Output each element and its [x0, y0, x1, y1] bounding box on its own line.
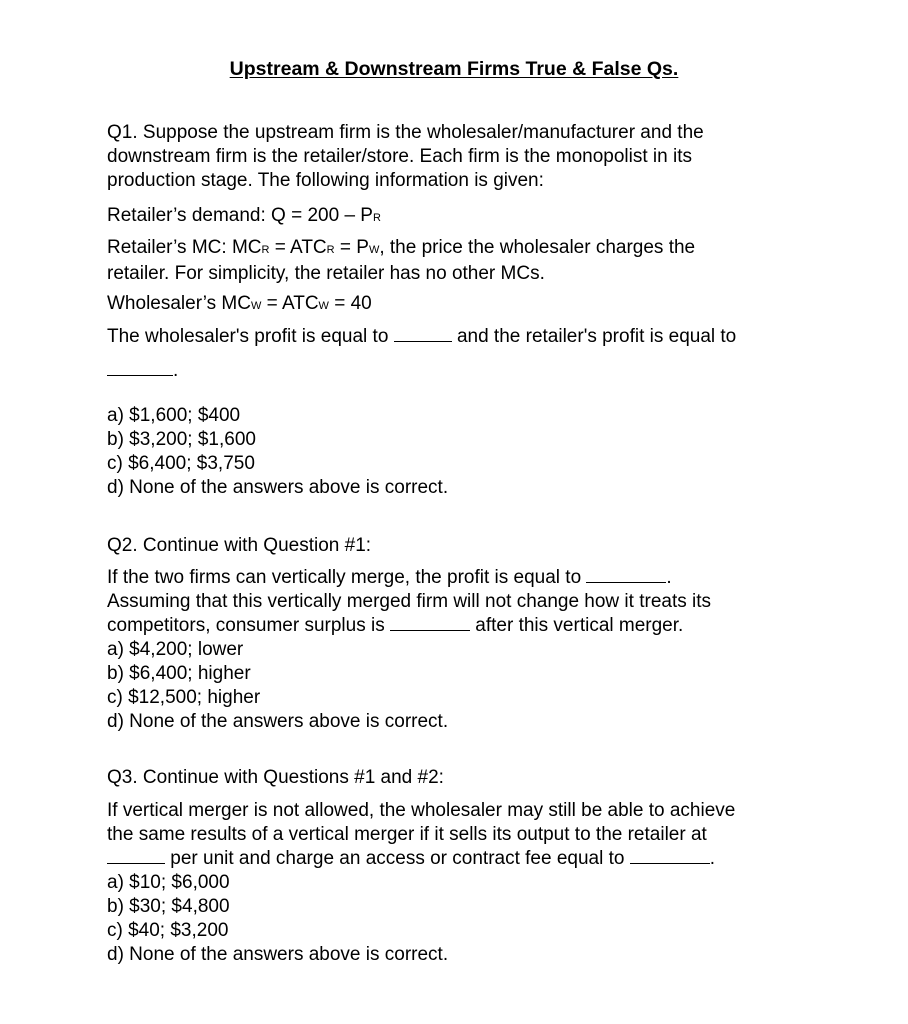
q2-text: after this vertical merger. [470, 615, 684, 636]
q1-demand-text: Retailer’s demand: Q = 200 – P [107, 205, 373, 226]
q2-choice-c: c) $12,500; higher [107, 687, 261, 708]
q3-choice-b: b) $30; $4,800 [107, 896, 230, 917]
q1-wmc-sub: W [318, 300, 329, 312]
q1-mc-sub: R [261, 244, 270, 256]
q1-question-end: . [173, 360, 179, 381]
q1-demand [107, 204, 807, 230]
q1-mc-sub: W [368, 244, 380, 256]
q1-intro-line: Q1. Suppose the upstream firm is the wholesaler/manufacturer and the [107, 122, 704, 143]
q1-mc-sub: R [326, 244, 335, 256]
q2-choice-b: b) $6,400; higher [107, 663, 251, 684]
q1-demand-sub: R [372, 212, 381, 224]
q3-choice-a: a) $10; $6,000 [107, 872, 230, 893]
q1-intro-line: downstream firm is the retailer/store. Each firm is the monopolist in its [107, 146, 692, 167]
q1-wmc-text: Wholesaler’s MC [107, 293, 251, 314]
q3-text: the same results of a vertical merger if it sells its output to the retailer at [107, 824, 707, 845]
q3-choice-d: d) None of the answers above is correct. [107, 944, 449, 965]
q2-text: Assuming that this vertically merged firm will not change how it treats its [107, 591, 712, 612]
answer-blank [630, 862, 710, 864]
q3-choices [107, 871, 807, 967]
q1-mc-text: , the price the wholesaler charges the [379, 237, 696, 258]
q1-choice-c: c) $6,400; $3,750 [107, 453, 255, 474]
q2-text: . [666, 567, 672, 588]
q3-text: If vertical merger is not allowed, the wholesaler may still be able to achieve [107, 800, 736, 821]
q1-mc-text: Retailer’s MC: MC [107, 237, 262, 258]
answer-blank [107, 374, 173, 376]
q2-heading: Q2. Continue with Question #1: [107, 535, 372, 556]
q1-intro-line: production stage. The following information is given: [107, 170, 544, 191]
q1-wmc-sub: W [250, 300, 262, 312]
q1-choice-a: a) $1,600; $400 [107, 405, 241, 426]
answer-blank [390, 629, 470, 631]
q2-text: competitors, consumer surplus is [107, 615, 390, 636]
q2-question [107, 566, 807, 638]
q3-heading: Q3. Continue with Questions #1 and #2: [107, 767, 444, 788]
q1-mc-text: = P [334, 237, 369, 258]
q3-text: . [709, 848, 716, 869]
q1-question-text: The wholesaler's profit is equal to [107, 326, 394, 347]
q1-wholesaler-mc [107, 292, 807, 318]
answer-blank [107, 862, 165, 864]
q1-retailer-mc [107, 236, 807, 286]
q1-mc-line2: retailer. For simplicity, the retailer has no other MCs. [107, 263, 545, 284]
q1-choice-b: b) $3,200; $1,600 [107, 429, 256, 450]
answer-blank [394, 340, 452, 342]
q1-question-text: and the retailer's profit is equal to [451, 326, 737, 347]
q1-wmc-text: = ATC [261, 293, 319, 314]
q1-wmc-text: = 40 [328, 293, 372, 314]
answer-blank [586, 581, 666, 583]
q1-choice-d: d) None of the answers above is correct. [107, 477, 449, 498]
q3-question [107, 799, 807, 871]
q3-choice-c: c) $40; $3,200 [107, 920, 229, 941]
q1-question [107, 325, 807, 383]
q2-choice-d: d) None of the answers above is correct. [107, 711, 449, 732]
q2-text: If the two firms can vertically merge, the profit is equal to [107, 567, 587, 588]
q2-choice-a: a) $4,200; lower [107, 639, 244, 660]
q2-choices [107, 638, 807, 734]
q1-intro [107, 121, 807, 193]
q3-text: per unit and charge an access or contract fee equal to [165, 848, 630, 869]
q1-mc-text: = ATC [269, 237, 327, 258]
q1-choices [107, 404, 807, 500]
page-title: Upstream & Downstream Firms True & False Qs. [229, 58, 679, 80]
